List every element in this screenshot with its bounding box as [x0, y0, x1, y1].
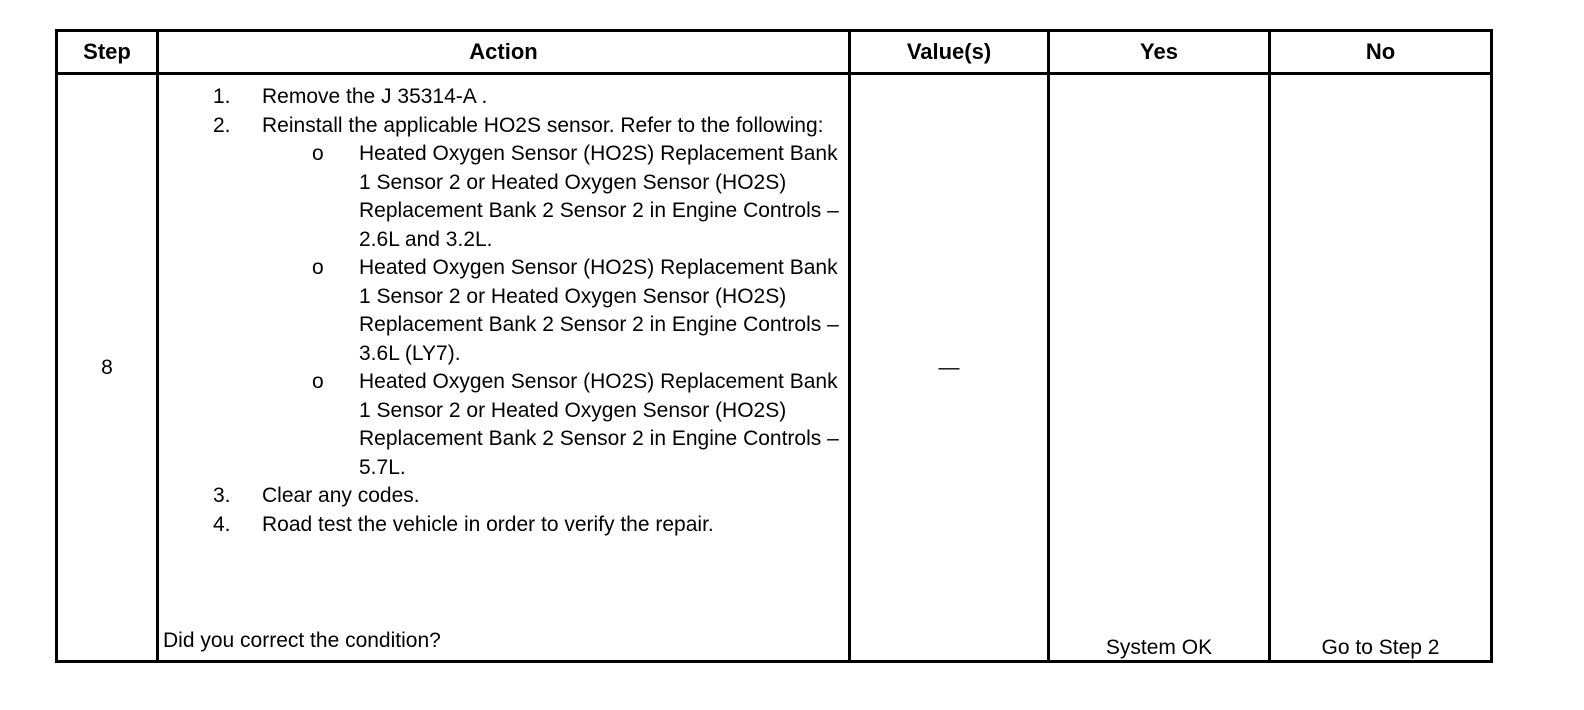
action-steps [159, 83, 848, 539]
header-yes: Yes [1049, 31, 1270, 74]
reference-item-2 [262, 254, 840, 368]
reference-item-1 [262, 140, 840, 254]
bullet-icon: o [312, 256, 324, 279]
reference-text: Heated Oxygen Sensor (HO2S) Replacement Bank 1 Sensor 2 or Heated Oxygen Sensor (HO2S) Replacement Bank 2 Sensor 2 in Engine Controls – 2.6L and 3.2L. [359, 142, 839, 251]
action-step-number: 2. [213, 113, 231, 137]
action-step-3 [159, 482, 848, 511]
reference-item-3 [262, 368, 840, 482]
action-step-4 [159, 511, 848, 540]
header-no: No [1270, 31, 1492, 74]
header-action: Action [158, 31, 850, 74]
reference-text: Heated Oxygen Sensor (HO2S) Replacement Bank 1 Sensor 2 or Heated Oxygen Sensor (HO2S) Replacement Bank 2 Sensor 2 in Engine Controls – 3.6L (LY7). [359, 256, 839, 365]
question-text: Did you correct the condition? [163, 628, 441, 652]
action-step-text: Reinstall the applicable HO2S sensor. Refer to the following: [262, 113, 824, 137]
action-step-text: Road test the vehicle in order to verify the repair. [262, 512, 714, 536]
reference-text: Heated Oxygen Sensor (HO2S) Replacement Bank 1 Sensor 2 or Heated Oxygen Sensor (HO2S) Replacement Bank 2 Sensor 2 in Engine Controls – 5.7L. [359, 370, 839, 479]
bullet-icon: o [312, 142, 324, 165]
header-values: Value(s) [850, 31, 1049, 74]
action-step-1 [159, 83, 848, 112]
action-step-2 [159, 112, 848, 483]
bullet-icon: o [312, 370, 324, 393]
action-step-number: 4. [213, 512, 231, 536]
step-number: 8 [57, 74, 158, 662]
table-row [57, 74, 1492, 662]
no-result: Go to Step 2 [1270, 74, 1492, 662]
action-step-text: Clear any codes. [262, 484, 420, 507]
header-step: Step [57, 31, 158, 74]
header-row [57, 31, 1492, 74]
action-step-number: 1. [213, 85, 231, 108]
action-step-number: 3. [213, 484, 231, 507]
action-step-text: Remove the J 35314-A . [262, 85, 488, 108]
action-cell [158, 74, 850, 662]
yes-result: System OK [1049, 74, 1270, 662]
diagnostic-step-table [55, 29, 1493, 663]
value-cell: — [850, 74, 1049, 662]
